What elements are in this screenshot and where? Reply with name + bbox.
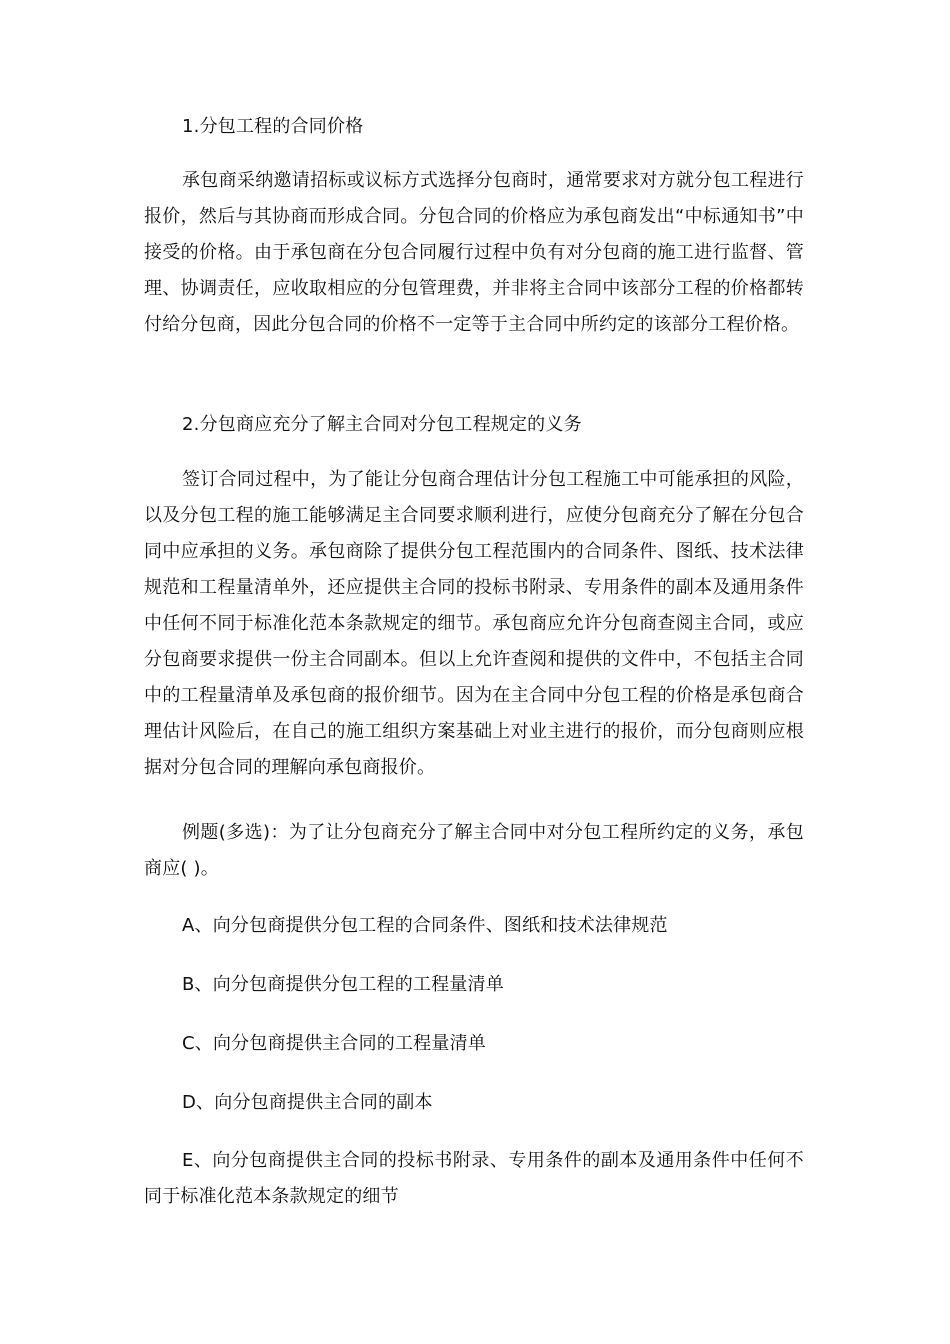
option-b: B、向分包商提供分包工程的工程量清单 [182, 974, 504, 995]
option-d: D、向分包商提供主合同的副本 [182, 1092, 433, 1113]
section-1-heading: 1.分包工程的合同价格 [182, 116, 364, 137]
option-c: C、向分包商提供主合同的工程量清单 [182, 1033, 486, 1054]
section-1-paragraph: 承包商采纳邀请招标或议标方式选择分包商时，通常要求对方就分包工程进行报价，然后与其协商而形成合同。分包合同的价格应为承包商发出“中标通知书”中接受的价格。由于承包商在分包合同履行过程中负有对分包商的施工进行监督、管理、协调责任，应收取相应的分包管理费，并非将主合同中该部分工程的价格都转付给分包商，因此分包合同的价格不一定等于主合同中所约定的该部分工程价格。 [144, 170, 804, 335]
example-question: 例题(多选)：为了让分包商充分了解主合同中对分包工程所约定的义务，承包商应( )。 [144, 822, 804, 879]
section-2-paragraph: 签订合同过程中，为了能让分包商合理估计分包工程施工中可能承担的风险，以及分包工程的施工能够满足主合同要求顺利进行，应使分包商充分了解在分包合同中应承担的义务。承包商除了提供分包工程范围内的合同条件、图纸、技术法律规范和工程量清单外，还应提供主合同的投标书附录、专用条件的副本及通用条件中任何不同于标准化范本条款规定的细节。承包商应允许分包商查阅主合同，或应分包商要求提供一份主合同副本。但以上允许查阅和提供的文件中，不包括主合同中的工程量清单及承包商的报价细节。因为在主合同中分包工程的价格是承包商合理估计风险后，在自己的施工组织方案基础上对业主进行的报价，而分包商则应根据对分包合同的理解向承包商报价。 [144, 469, 804, 778]
option-e: E、向分包商提供主合同的投标书附录、专用条件的副本及通用条件中任何不同于标准化范本条款规定的细节 [144, 1150, 804, 1207]
section-2-heading: 2.分包商应充分了解主合同对分包工程规定的义务 [182, 414, 582, 435]
option-a: A、向分包商提供分包工程的合同条件、图纸和技术法律规范 [182, 915, 668, 936]
